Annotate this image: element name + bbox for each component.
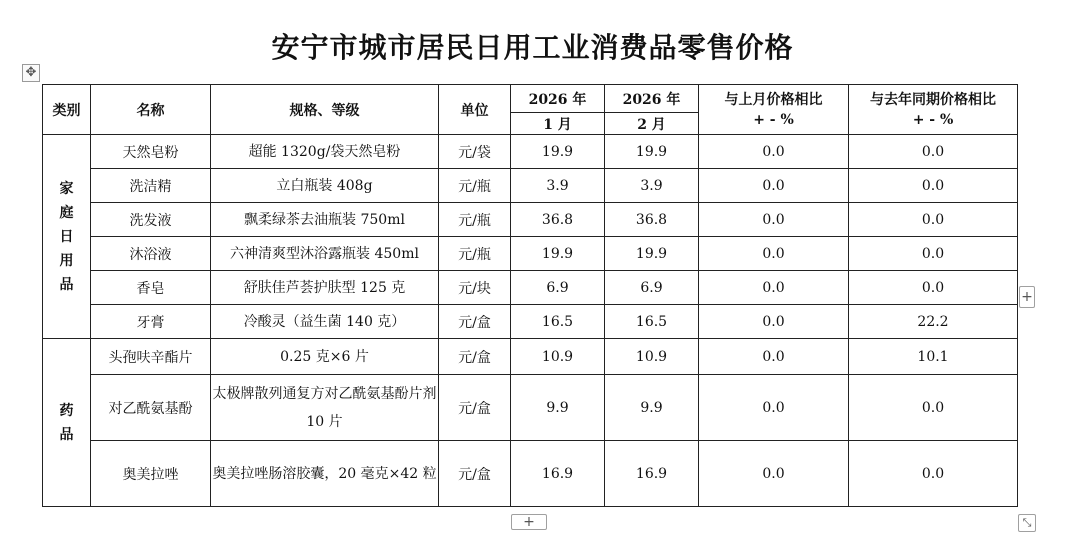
header-year-on-year (849, 85, 1018, 135)
table-row (43, 169, 1018, 203)
cell-name: 香皂 (91, 271, 211, 305)
cell-mom: 0.0 (699, 339, 849, 375)
cell-jan: 19.9 (511, 237, 605, 271)
cell-feb: 36.8 (605, 203, 699, 237)
header-row-top (43, 85, 1018, 113)
cell-name: 洗发液 (91, 203, 211, 237)
cell-unit: 元/袋 (439, 135, 511, 169)
cell-name: 头孢呋辛酯片 (91, 339, 211, 375)
cell-unit: 元/块 (439, 271, 511, 305)
cell-yoy: 0.0 (849, 237, 1018, 271)
header-month-1: 1 月 (511, 113, 605, 135)
cell-spec: 超能 1320g/袋天然皂粉 (211, 135, 439, 169)
header-yoy-line2: + - % (912, 111, 954, 128)
cell-yoy: 0.0 (849, 441, 1018, 507)
cell-yoy: 0.0 (849, 135, 1018, 169)
header-mom-line2: + - % (753, 111, 794, 128)
cell-jan: 6.9 (511, 271, 605, 305)
cell-feb: 9.9 (605, 375, 699, 441)
header-year-1: 2026 年 (511, 85, 605, 113)
table-row (43, 203, 1018, 237)
cell-mom: 0.0 (699, 305, 849, 339)
cell-name: 天然皂粉 (91, 135, 211, 169)
cell-feb: 3.9 (605, 169, 699, 203)
cell-spec: 奥美拉唑肠溶胶囊，20 毫克×42 粒 (211, 441, 439, 507)
cell-unit: 元/盒 (439, 375, 511, 441)
table-row (43, 339, 1018, 375)
cell-jan: 9.9 (511, 375, 605, 441)
header-mom-line1: 与上月价格相比 (724, 91, 823, 108)
header-name: 名称 (91, 85, 211, 135)
cell-feb: 19.9 (605, 135, 699, 169)
header-month-on-month (699, 85, 849, 135)
category-household: 家 庭 日 用 品 (43, 135, 91, 339)
cell-name: 洗洁精 (91, 169, 211, 203)
cell-feb: 19.9 (605, 237, 699, 271)
header-year-2: 2026 年 (605, 85, 699, 113)
cell-unit: 元/盒 (439, 339, 511, 375)
cell-yoy: 10.1 (849, 339, 1018, 375)
cell-name: 牙膏 (91, 305, 211, 339)
cell-jan: 3.9 (511, 169, 605, 203)
cell-spec: 舒肤佳芦荟护肤型 125 克 (211, 271, 439, 305)
cell-yoy: 0.0 (849, 271, 1018, 305)
cell-jan: 19.9 (511, 135, 605, 169)
cell-feb: 6.9 (605, 271, 699, 305)
cell-unit: 元/瓶 (439, 169, 511, 203)
cell-mom: 0.0 (699, 441, 849, 507)
cell-mom: 0.0 (699, 271, 849, 305)
cell-yoy: 0.0 (849, 169, 1018, 203)
cell-unit: 元/盒 (439, 441, 511, 507)
cell-name: 对乙酰氨基酚 (91, 375, 211, 441)
cell-name: 奥美拉唑 (91, 441, 211, 507)
cell-mom: 0.0 (699, 237, 849, 271)
cell-yoy: 0.0 (849, 375, 1018, 441)
table-row (43, 237, 1018, 271)
price-table (42, 84, 1018, 507)
cell-spec: 立白瓶装 408g (211, 169, 439, 203)
page-title: 安宁市城市居民日用工业消费品零售价格 (271, 31, 794, 64)
category-medicine: 药 品 (43, 339, 91, 507)
table-row (43, 271, 1018, 305)
cell-mom: 0.0 (699, 375, 849, 441)
cell-spec: 冷酸灵（益生菌 140 克） (211, 305, 439, 339)
cell-unit: 元/盒 (439, 305, 511, 339)
cell-spec: 0.25 克×6 片 (211, 339, 439, 375)
cell-name: 沐浴液 (91, 237, 211, 271)
cell-spec: 太极牌散列通复方对乙酰氨基酚片剂 10 片 (211, 375, 439, 441)
cell-feb: 10.9 (605, 339, 699, 375)
add-column-button[interactable]: + (1019, 286, 1035, 308)
table-move-handle[interactable]: ✥ (22, 64, 40, 82)
cell-jan: 16.5 (511, 305, 605, 339)
table-row (43, 135, 1018, 169)
table-row (43, 305, 1018, 339)
cell-jan: 16.9 (511, 441, 605, 507)
table-row (43, 441, 1018, 507)
cell-mom: 0.0 (699, 135, 849, 169)
cell-jan: 36.8 (511, 203, 605, 237)
cell-spec: 六神清爽型沐浴露瓶装 450ml (211, 237, 439, 271)
cell-unit: 元/瓶 (439, 203, 511, 237)
cell-unit: 元/瓶 (439, 237, 511, 271)
cell-mom: 0.0 (699, 203, 849, 237)
table-row (43, 375, 1018, 441)
cell-feb: 16.9 (605, 441, 699, 507)
header-spec: 规格、等级 (211, 85, 439, 135)
cell-yoy: 0.0 (849, 203, 1018, 237)
cell-jan: 10.9 (511, 339, 605, 375)
header-yoy-line1: 与去年同期价格相比 (870, 91, 996, 108)
header-month-2: 2 月 (605, 113, 699, 135)
table-resize-handle[interactable]: ⤡ (1018, 514, 1036, 532)
cell-feb: 16.5 (605, 305, 699, 339)
header-category: 类别 (43, 85, 91, 135)
cell-spec: 飘柔绿茶去油瓶装 750ml (211, 203, 439, 237)
header-unit: 单位 (439, 85, 511, 135)
add-row-button[interactable]: + (511, 514, 547, 530)
cell-mom: 0.0 (699, 169, 849, 203)
cell-yoy: 22.2 (849, 305, 1018, 339)
